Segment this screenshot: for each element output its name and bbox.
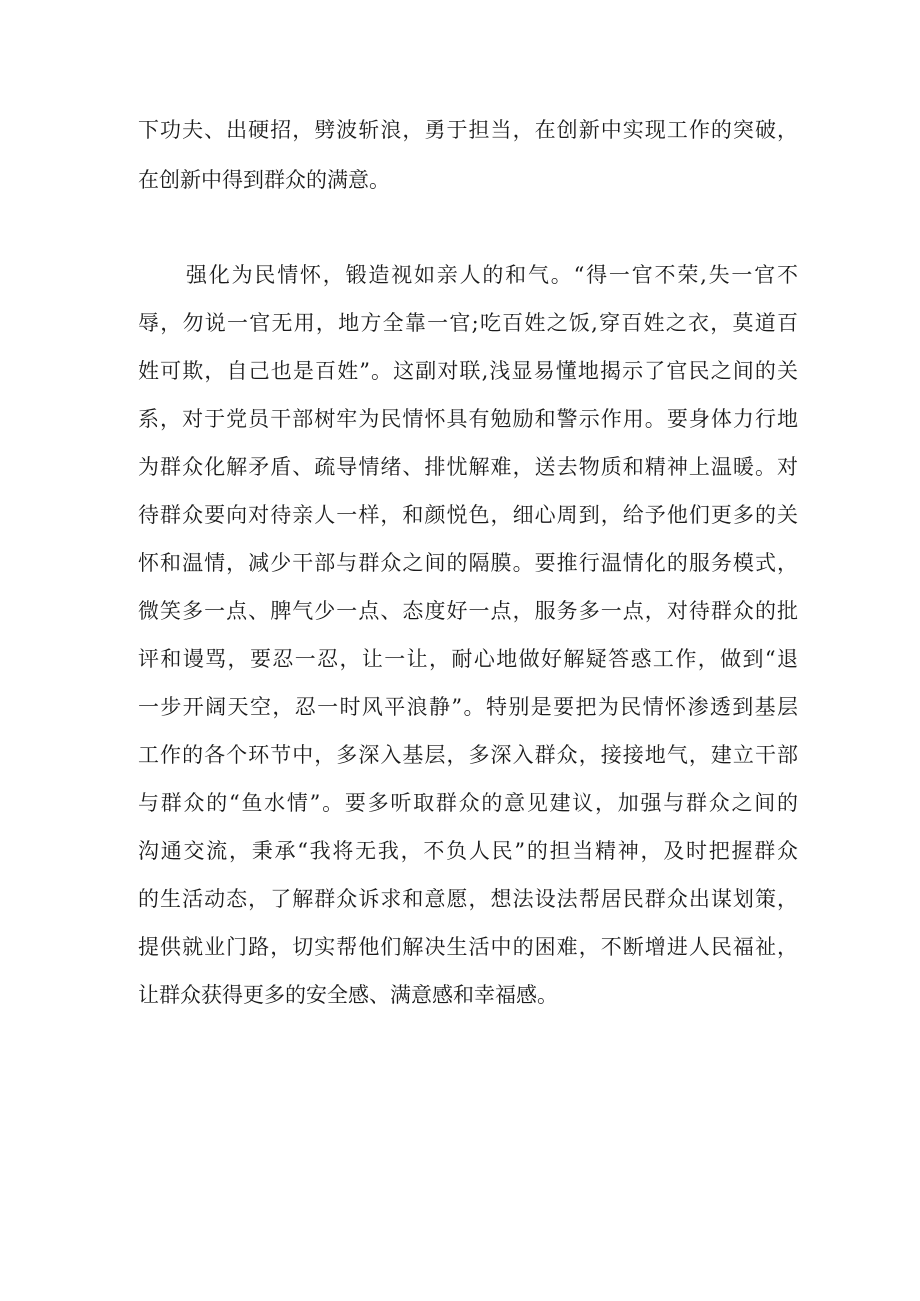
text-line: 在创新中得到群众的满意。 xyxy=(138,168,390,192)
text-line: 让群众获得更多的安全感、满意感和幸福感。 xyxy=(138,983,558,1007)
text-line: 微笑多一点、脾气少一点、态度好一点，服务多一点，对待群众的批 xyxy=(138,599,798,623)
text-line: 提供就业门路，切实帮他们解决生活中的困难，不断增进人民福祉， xyxy=(138,935,798,959)
text-line: 强化为民情怀，锻造视如亲人的和气。“得一官不荣,失一官不 xyxy=(186,263,798,287)
text-line: 怀和温情，减少干部与群众之间的隔膜。要推行温情化的服务模式， xyxy=(138,551,798,575)
text-line: 辱，勿说一官无用，地方全靠一官;吃百姓之饭,穿百姓之衣，莫道百 xyxy=(138,311,798,335)
text-line: 系，对于党员干部树牢为民情怀具有勉励和警示作用。要身体力行地 xyxy=(138,407,798,431)
text-line: 下功夫、出硬招，劈波斩浪，勇于担当，在创新中实现工作的突破， xyxy=(138,118,798,142)
text-line: 一步开阔天空，忍一时风平浪静”。特别是要把为民情怀渗透到基层 xyxy=(138,695,798,719)
text-line: 为群众化解矛盾、疏导情绪、排忧解难，送去物质和精神上温暖。对 xyxy=(138,455,798,479)
text-line: 沟通交流，秉承“我将无我，不负人民”的担当精神，及时把握群众 xyxy=(138,839,798,863)
text-line: 与群众的“鱼水情”。要多听取群众的意见建议，加强与群众之间的 xyxy=(138,791,798,815)
text-line: 待群众要向对待亲人一样，和颜悦色，细心周到，给予他们更多的关 xyxy=(138,503,798,527)
text-line: 姓可欺，自己也是百姓”。这副对联,浅显易懂地揭示了官民之间的关 xyxy=(138,359,798,383)
text-line: 评和谩骂，要忍一忍，让一让，耐心地做好解疑答惑工作，做到“退 xyxy=(138,647,798,671)
text-line: 的生活动态，了解群众诉求和意愿，想法设法帮居民群众出谋划策， xyxy=(138,887,798,911)
text-line: 工作的各个环节中，多深入基层，多深入群众，接接地气，建立干部 xyxy=(138,743,798,767)
